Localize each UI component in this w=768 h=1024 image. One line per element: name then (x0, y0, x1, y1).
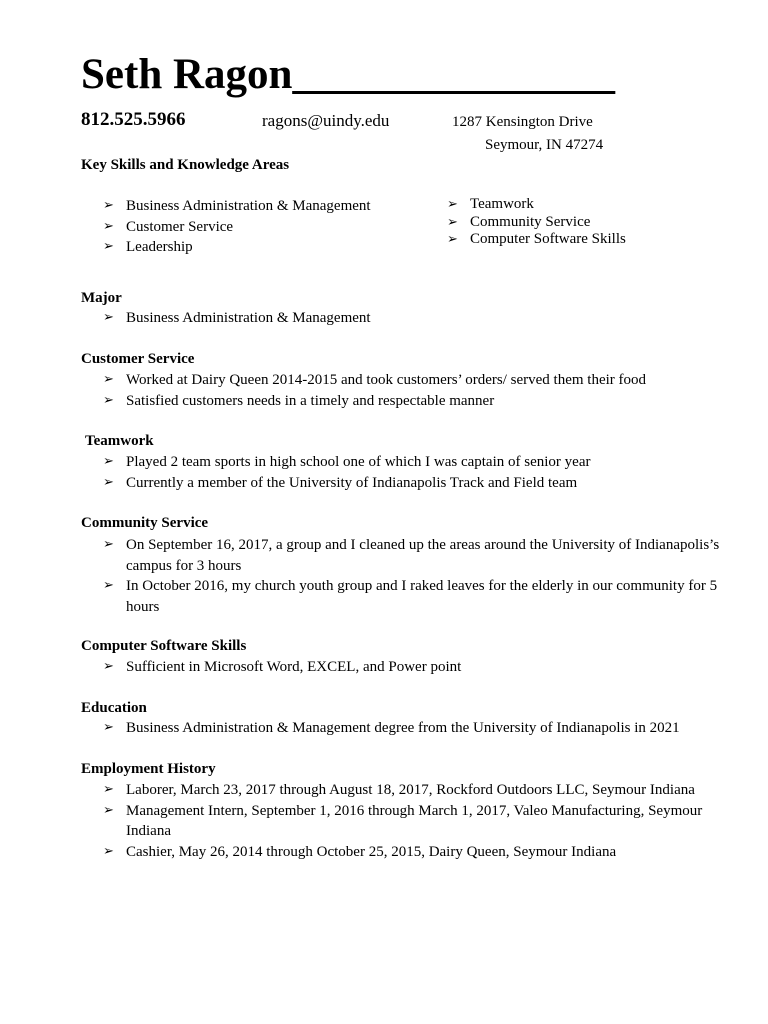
arrow-bullet-icon: ➢ (103, 720, 114, 735)
resume-name: Seth Ragon_______________ (81, 51, 615, 98)
arrow-bullet-icon: ➢ (103, 454, 114, 469)
list-item: ➢ Cashier, May 26, 2014 through October 25, 2015, Dairy Queen, Seymour Indiana (81, 842, 721, 863)
list-item: ➢ Played 2 team sports in high school one of which I was captain of senior year (81, 452, 590, 473)
arrow-bullet-icon: ➢ (103, 372, 114, 387)
community-service-list (81, 535, 731, 617)
arrow-bullet-icon: ➢ (103, 310, 114, 325)
major-list (81, 308, 371, 329)
arrow-bullet-icon: ➢ (447, 197, 458, 212)
list-item: ➢ Management Intern, September 1, 2016 through March 1, 2017, Valeo Manufacturing, Seymour Indiana (103, 802, 703, 839)
arrow-bullet-icon: ➢ (103, 239, 114, 254)
arrow-bullet-icon: ➢ (103, 843, 114, 859)
arrow-bullet-icon: ➢ (447, 232, 458, 247)
list-item: ➢ Computer Software Skills (447, 231, 626, 247)
arrow-bullet-icon: ➢ (103, 218, 114, 234)
community-service-heading: Community Service (81, 515, 209, 531)
education-heading: Education (81, 700, 147, 716)
arrow-bullet-icon: ➢ (103, 659, 114, 674)
arrow-bullet-icon: ➢ (447, 214, 458, 230)
list-item: ➢ In October 2016, my church youth group and I raked leaves for the elderly in our community for 5 hours (103, 578, 718, 615)
list-item: ➢ Leadership (81, 237, 371, 258)
employment-list (81, 780, 721, 862)
teamwork-heading: Teamwork (85, 433, 154, 449)
arrow-bullet-icon: ➢ (103, 802, 114, 818)
list-item: ➢ Laborer, March 23, 2017 through August 18, 2017, Rockford Outdoors LLC, Seymour Indiana (81, 780, 721, 801)
key-skills-heading: Key Skills and Knowledge Areas (81, 157, 290, 173)
list-item: ➢ Community Service (447, 213, 591, 230)
teamwork-list (81, 452, 590, 493)
employment-heading: Employment History (81, 761, 216, 777)
email-address: ragons@uindy.edu (262, 111, 390, 130)
list-item: ➢ Currently a member of the University of Indianapolis Track and Field team (81, 473, 590, 494)
list-item: ➢ Satisfied customers needs in a timely and respectable manner (81, 391, 646, 412)
address-line-2: Seymour, IN 47274 (485, 137, 604, 153)
arrow-bullet-icon: ➢ (103, 782, 114, 797)
education-list (81, 718, 680, 739)
customer-service-list (81, 370, 646, 411)
list-item: ➢ Sufficient in Microsoft Word, EXCEL, and Power point (81, 657, 461, 678)
computer-skills-list (81, 657, 461, 678)
list-item: ➢ Teamwork (447, 196, 534, 212)
list-item: ➢ On September 16, 2017, a group and I cleaned up the areas around the University of Indianapolis’s campus for 3 hours (103, 537, 720, 574)
customer-service-heading: Customer Service (81, 351, 195, 367)
computer-skills-heading: Computer Software Skills (81, 638, 247, 654)
key-skills-right-list (425, 196, 626, 249)
phone-number: 812.525.5966 (81, 109, 186, 130)
arrow-bullet-icon: ➢ (103, 537, 114, 552)
arrow-bullet-icon: ➢ (103, 578, 114, 593)
arrow-bullet-icon: ➢ (103, 198, 114, 213)
list-item: ➢ Business Administration & Management (81, 308, 371, 329)
address-line-1: 1287 Kensington Drive (452, 114, 593, 130)
list-item: ➢ Business Administration & Management (81, 196, 371, 217)
major-heading: Major (81, 290, 122, 306)
list-item: ➢ Business Administration & Management degree from the University of Indianapolis in 2021 (81, 718, 680, 739)
list-item: ➢ Customer Service (81, 217, 371, 238)
key-skills-left-list (81, 196, 371, 258)
arrow-bullet-icon: ➢ (103, 474, 114, 490)
arrow-bullet-icon: ➢ (103, 392, 114, 408)
list-item: ➢ Worked at Dairy Queen 2014-2015 and took customers’ orders/ served them their food (81, 370, 646, 391)
